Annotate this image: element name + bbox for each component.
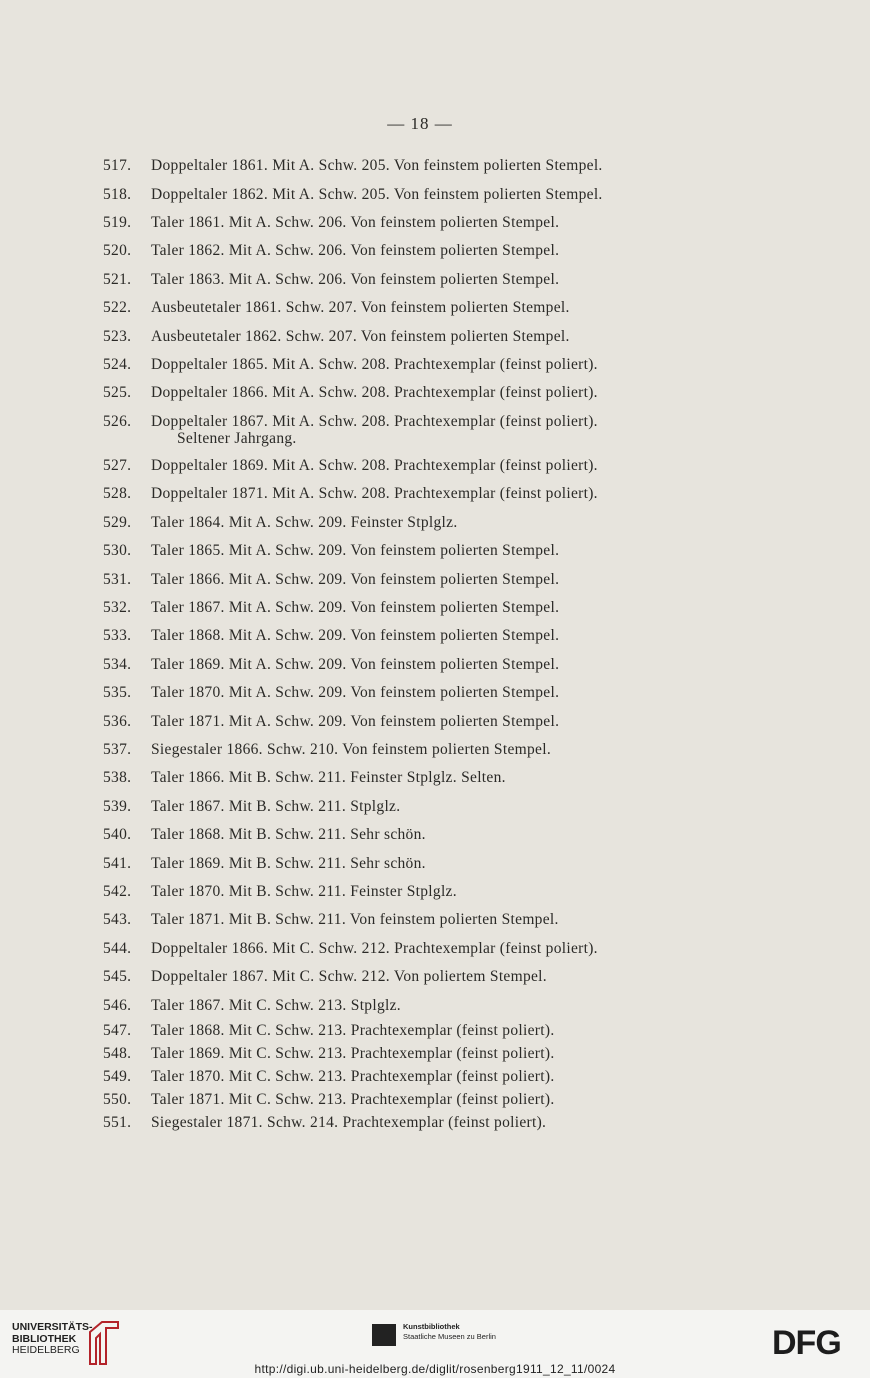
university-library-logo — [12, 1322, 93, 1357]
entry-text: Taler 1866. Mit B. Schw. 211. Feinster Stplglz. Selten. — [151, 769, 506, 787]
entry-text: Taler 1869. Mit A. Schw. 209. Von feinstem polierten Stempel. — [151, 655, 560, 673]
entry-text: Siegestaler 1866. Schw. 210. Von feinstem polierten Stempel. — [151, 741, 551, 758]
entry-line — [103, 1043, 823, 1066]
entry-line — [103, 906, 823, 934]
catalog-entry — [103, 991, 823, 1019]
entry-line — [103, 935, 823, 963]
catalog-entry — [103, 821, 823, 849]
entry-text: Taler 1867. Mit B. Schw. 211. Stplglz. — [151, 797, 401, 815]
catalog-entry — [103, 622, 823, 650]
catalog-entry — [103, 322, 823, 350]
entry-number: 529. — [103, 513, 132, 531]
entry-number: 551. — [103, 1114, 132, 1132]
entry-number: 526. — [103, 412, 132, 430]
entry-text: Ausbeutetaler 1862. Schw. 207. Von feinstem polierten Stempel. — [151, 327, 570, 345]
catalog-entry — [103, 793, 823, 821]
entry-line — [103, 152, 823, 180]
entry-line — [103, 322, 823, 350]
entry-number: 544. — [103, 939, 132, 957]
university-emblem-icon — [86, 1318, 122, 1368]
catalog-entry — [103, 480, 823, 508]
entry-line — [103, 180, 823, 208]
entry-number: 533. — [103, 627, 132, 645]
entry-line — [103, 622, 823, 650]
entry-number: 550. — [103, 1091, 132, 1109]
entry-number: 539. — [103, 797, 132, 815]
entry-line — [103, 266, 823, 294]
entry-line — [103, 452, 823, 480]
entry-number: 517. — [103, 157, 132, 175]
entry-number: 520. — [103, 242, 132, 260]
entry-line — [103, 537, 823, 565]
catalog-entry — [103, 509, 823, 537]
kunstbibliothek-label — [403, 1322, 496, 1342]
catalog-entry — [103, 1043, 823, 1066]
entry-text: Taler 1865. Mit A. Schw. 209. Von feinstem polierten Stempel. — [151, 542, 560, 560]
entry-number: 530. — [103, 542, 132, 560]
entry-number: 531. — [103, 570, 132, 588]
catalog-entry — [103, 452, 823, 480]
entry-number: 546. — [103, 996, 132, 1014]
entry-number: 543. — [103, 911, 132, 929]
catalog-entry — [103, 152, 823, 180]
catalog-entry — [103, 935, 823, 963]
entry-line — [103, 594, 823, 622]
entry-text: Doppeltaler 1861. Mit A. Schw. 205. Von feinstem polierten Stempel. — [151, 157, 603, 175]
entry-number: 518. — [103, 185, 132, 203]
entry-text: Taler 1863. Mit A. Schw. 206. Von feinstem polierten Stempel. — [151, 270, 560, 288]
entry-text: Taler 1866. Mit A. Schw. 209. Von feinstem polierten Stempel. — [151, 570, 560, 588]
entry-text: Doppeltaler 1866. Mit C. Schw. 212. Prachtexemplar (feinst poliert). — [151, 939, 598, 957]
entry-line — [103, 821, 823, 849]
catalog-entry — [103, 594, 823, 622]
footer-bar — [0, 1310, 870, 1378]
entry-text: Taler 1861. Mit A. Schw. 206. Von feinstem polierten Stempel. — [151, 213, 560, 231]
catalog-entry — [103, 180, 823, 208]
entry-text: Doppeltaler 1869. Mit A. Schw. 208. Prachtexemplar (feinst poliert). — [151, 457, 598, 475]
entry-number: 537. — [103, 741, 132, 758]
logo-line: HEIDELBERG — [12, 1344, 80, 1356]
entry-number: 525. — [103, 384, 132, 402]
entry-number: 522. — [103, 299, 132, 317]
catalog-entry — [103, 906, 823, 934]
entry-line — [103, 707, 823, 735]
entry-text: Taler 1870. Mit A. Schw. 209. Von feinstem polierten Stempel. — [151, 684, 560, 702]
entry-line — [103, 209, 823, 237]
kb-line: Kunstbibliothek — [403, 1322, 460, 1331]
entry-number: 524. — [103, 355, 132, 373]
entry-text: Doppeltaler 1865. Mit A. Schw. 208. Prachtexemplar (feinst poliert). — [151, 355, 598, 373]
entry-number: 535. — [103, 684, 132, 702]
entry-line — [103, 991, 823, 1019]
catalog-entry — [103, 237, 823, 265]
catalog-entry — [103, 764, 823, 792]
entry-line — [103, 565, 823, 593]
entry-text: Ausbeutetaler 1861. Schw. 207. Von feinstem polierten Stempel. — [151, 299, 570, 317]
logo-line: UNIVERSITÄTS- — [12, 1321, 93, 1333]
entry-line — [103, 736, 823, 764]
entry-text: Taler 1867. Mit A. Schw. 209. Von feinstem polierten Stempel. — [151, 599, 560, 617]
entry-text: Doppeltaler 1871. Mit A. Schw. 208. Prachtexemplar (feinst poliert). — [151, 485, 598, 503]
entry-number: 519. — [103, 213, 132, 231]
entry-text: Taler 1864. Mit A. Schw. 209. Feinster Stplglz. — [151, 513, 458, 531]
entry-line — [103, 793, 823, 821]
entry-text: Doppeltaler 1862. Mit A. Schw. 205. Von feinstem polierten Stempel. — [151, 185, 603, 203]
entry-text: Taler 1869. Mit C. Schw. 213. Prachtexemplar (feinst poliert). — [151, 1045, 555, 1063]
catalog-entry — [103, 1089, 823, 1112]
entry-text: Taler 1868. Mit A. Schw. 209. Von feinstem polierten Stempel. — [151, 627, 560, 645]
entry-text: Taler 1868. Mit B. Schw. 211. Sehr schön. — [151, 826, 426, 844]
catalog-entry — [103, 849, 823, 877]
entry-line — [103, 1066, 823, 1089]
catalog-entry — [103, 878, 823, 906]
dfg-logo: DFG — [772, 1324, 841, 1362]
entry-number: 545. — [103, 968, 132, 986]
entry-number: 549. — [103, 1068, 132, 1086]
entry-number: 527. — [103, 457, 132, 475]
entry-line — [103, 1112, 823, 1135]
catalog-entry — [103, 707, 823, 735]
entry-text: Doppeltaler 1866. Mit A. Schw. 208. Prachtexemplar (feinst poliert). — [151, 384, 598, 402]
entry-text: Taler 1871. Mit B. Schw. 211. Von feinstem polierten Stempel. — [151, 911, 559, 929]
catalog-entry — [103, 1066, 823, 1089]
entry-number: 528. — [103, 485, 132, 503]
entry-line — [103, 764, 823, 792]
entry-text: Siegestaler 1871. Schw. 214. Prachtexemplar (feinst poliert). — [151, 1114, 547, 1132]
entry-line — [103, 480, 823, 508]
page-number: — 18 — — [387, 114, 453, 133]
catalog-entry — [103, 963, 823, 991]
catalog-entry — [103, 651, 823, 679]
entry-line — [103, 849, 823, 877]
entry-line — [103, 1020, 823, 1043]
entry-text: Taler 1862. Mit A. Schw. 206. Von feinstem polierten Stempel. — [151, 242, 560, 260]
logo-line: BIBLIOTHEK — [12, 1332, 77, 1345]
entry-text: Doppeltaler 1867. Mit A. Schw. 208. Prachtexemplar (feinst poliert). — [151, 412, 598, 430]
catalog-entry — [103, 1112, 823, 1135]
entry-text: Doppeltaler 1867. Mit C. Schw. 212. Von poliertem Stempel. — [151, 968, 547, 986]
entry-line — [103, 351, 823, 379]
entry-number: 534. — [103, 655, 132, 673]
entry-line — [103, 509, 823, 537]
entry-number: 536. — [103, 712, 132, 730]
entry-number: 547. — [103, 1022, 132, 1040]
entry-line — [103, 294, 823, 322]
catalog-entry — [103, 565, 823, 593]
entry-text: Taler 1869. Mit B. Schw. 211. Sehr schön. — [151, 854, 426, 872]
entry-number: 523. — [103, 327, 132, 345]
entry-line — [103, 963, 823, 991]
entry-line — [103, 1089, 823, 1112]
entry-line — [103, 379, 823, 407]
catalog-entry — [103, 1020, 823, 1043]
catalog-entry — [103, 209, 823, 237]
catalog-entry — [103, 379, 823, 407]
catalog-entry — [103, 679, 823, 707]
entry-text: Taler 1867. Mit C. Schw. 213. Stplglz. — [151, 996, 401, 1014]
entry-number: 521. — [103, 270, 132, 288]
entry-continuation: Seltener Jahrgang. — [177, 429, 297, 447]
entry-text: Taler 1871. Mit C. Schw. 213. Prachtexemplar (feinst poliert). — [151, 1091, 555, 1109]
entry-line — [103, 878, 823, 906]
entry-text: Taler 1870. Mit B. Schw. 211. Feinster Stplglz. — [151, 882, 457, 900]
entry-text: Taler 1870. Mit C. Schw. 213. Prachtexemplar (feinst poliert). — [151, 1068, 555, 1086]
entry-line — [103, 651, 823, 679]
entry-number: 548. — [103, 1045, 132, 1063]
catalog-entry — [103, 408, 823, 448]
catalog-entry — [103, 537, 823, 565]
entry-text: Taler 1868. Mit C. Schw. 213. Prachtexemplar (feinst poliert). — [151, 1022, 555, 1040]
catalog-entry — [103, 294, 823, 322]
entry-number: 540. — [103, 826, 132, 844]
kb-line: Staatliche Museen zu Berlin — [403, 1332, 496, 1341]
source-url[interactable]: http://digi.ub.uni-heidelberg.de/diglit/rosenberg1911_12_11/0024 — [254, 1362, 616, 1376]
entry-number: 538. — [103, 769, 132, 787]
catalog-entry — [103, 351, 823, 379]
entry-number: 542. — [103, 882, 132, 900]
catalog-entry — [103, 736, 823, 764]
catalog-entry-list — [103, 152, 823, 1135]
entry-line — [103, 237, 823, 265]
catalog-entry — [103, 266, 823, 294]
entry-line — [103, 679, 823, 707]
entry-text: Taler 1871. Mit A. Schw. 209. Von feinstem polierten Stempel. — [151, 712, 560, 730]
kunstbibliothek-logo-icon — [372, 1324, 396, 1346]
entry-number: 532. — [103, 599, 132, 617]
entry-number: 541. — [103, 854, 132, 872]
